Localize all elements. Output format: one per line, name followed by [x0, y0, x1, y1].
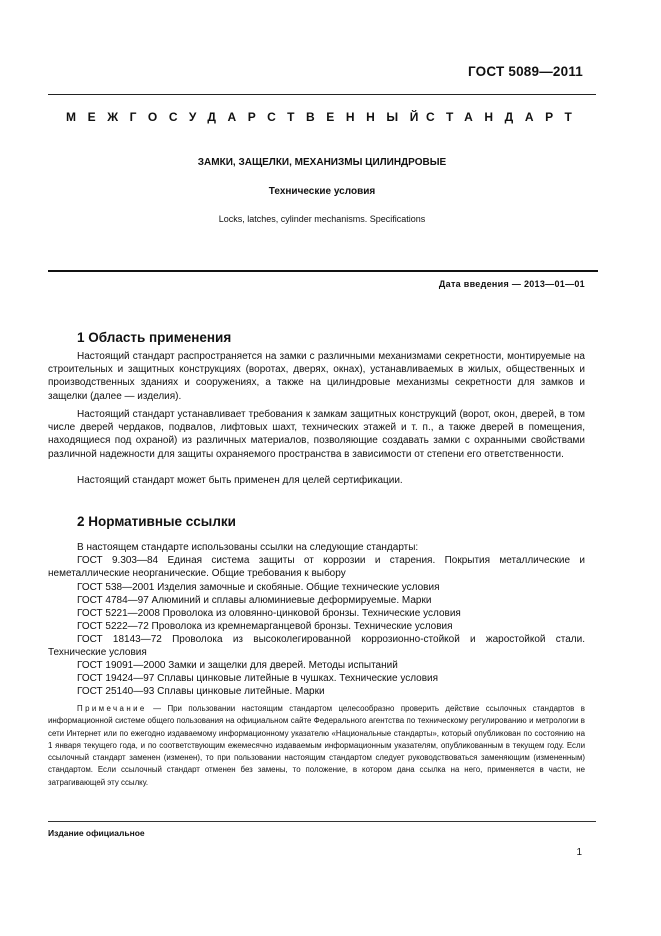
references-intro: В настоящем стандарте использованы ссылки на следующие стандарты:	[77, 542, 419, 553]
document-title: ЗАМКИ, ЗАЩЕЛКИ, МЕХАНИЗМЫ ЦИЛИНДРОВЫЕ	[197, 157, 447, 168]
header-rule	[48, 94, 596, 95]
footer-rule	[48, 821, 596, 822]
interstate-word: МЕЖГОСУДАРСТВЕННЫЙ	[66, 110, 430, 124]
reference-item: ГОСТ 19424—97 Сплавы цинковые литейные в чушках. Технические условия	[77, 673, 439, 684]
reference-item: ГОСТ 9.303—84 Единая система защиты от коррозии и старения. Покрытия металлические и неметаллические неорганические. Общие требования к выбору	[48, 555, 585, 580]
title-divider	[48, 270, 598, 272]
references-note	[48, 703, 585, 789]
reference-item: ГОСТ 5222—72 Проволока из кремнемарганцевой бронзы. Технические условия	[77, 621, 453, 632]
page-number: 1	[576, 847, 582, 858]
introduction-date: Дата введения — 2013—01—01	[438, 279, 585, 289]
scope-paragraph: Настоящий стандарт устанавливает требования к замкам защитных конструкций (ворот, окон, дверей, в том числе дверей чердаков, подвалов, лифтовых шахт, технических этажей и т. п., а также дверей в помещения, находящиеся под охраной) из различных материалов, позволяющие создавать замки с охранными свойствами различной надежности для защиты охраняемого пространства в зависимости от степени его ответственности.	[48, 409, 585, 460]
reference-item: ГОСТ 5221—2008 Проволока из оловянно-цинковой бронзы. Технические условия	[77, 608, 461, 619]
standard-word: СТАНДАРТ	[426, 110, 584, 124]
reference-item: ГОСТ 538—2001 Изделия замочные и скобяные. Общие технические условия	[77, 582, 440, 593]
official-edition-label: Издание официальное	[48, 828, 145, 838]
section-2-heading: 2 Нормативные ссылки	[77, 514, 236, 529]
reference-item: ГОСТ 18143—72 Проволока из высоколегированной коррозионно-стойкой и жаростойкой стали. Технические условия	[48, 634, 585, 659]
section-1-heading: 1 Область применения	[77, 330, 232, 345]
scope-paragraph: Настоящий стандарт распространяется на замки с различными механизмами секретности, монтируемые на строительных и защитных конструкциях (воротах, дверях, окнах), устанавливаемых в жилых, общественных и производственных зданиях и сооружениях, а также на цилиндровые механизмы секретности для замков и защелки (далее — изделия).	[48, 351, 585, 402]
reference-item: ГОСТ 25140—93 Сплавы цинковые литейные. Марки	[77, 686, 325, 697]
note-label: Примечание	[77, 704, 147, 713]
note-text: — При пользовании настоящим стандартом целесообразно проверить действие ссылочных стандартов в информационной системе общего пользования на официальном сайте Федерального агентства по техническому регулированию и метрологии в сети Интернет или по ежегодно издаваемому информационному указателю «Национальные стандарты», который опубликован по состоянию на 1 января текущего года, и по соответствующим ежемесячно издаваемым информационным указателям, опубликованным в текущем году. Если ссылочный стандарт заменен (изменен), то при пользовании настоящим стандартом следует руководствоваться заменяющим (измененным) стандартом. Если ссылочный стандарт отменен без замены, то положение, в котором дана ссылка на него, применяется в части, не затрагивающей эту ссылку.	[48, 704, 585, 787]
standard-number: ГОСТ 5089—2011	[467, 64, 583, 79]
reference-item: ГОСТ 19091—2000 Замки и защелки для дверей. Методы испытаний	[77, 660, 398, 671]
scope-paragraph: Настоящий стандарт может быть применен для целей сертификации.	[77, 475, 403, 486]
document-subtitle: Технические условия	[268, 186, 376, 197]
reference-item: ГОСТ 4784—97 Алюминий и сплавы алюминиевые деформируемые. Марки	[77, 595, 432, 606]
english-title: Locks, latches, cylinder mechanisms. Specifications	[218, 214, 426, 224]
